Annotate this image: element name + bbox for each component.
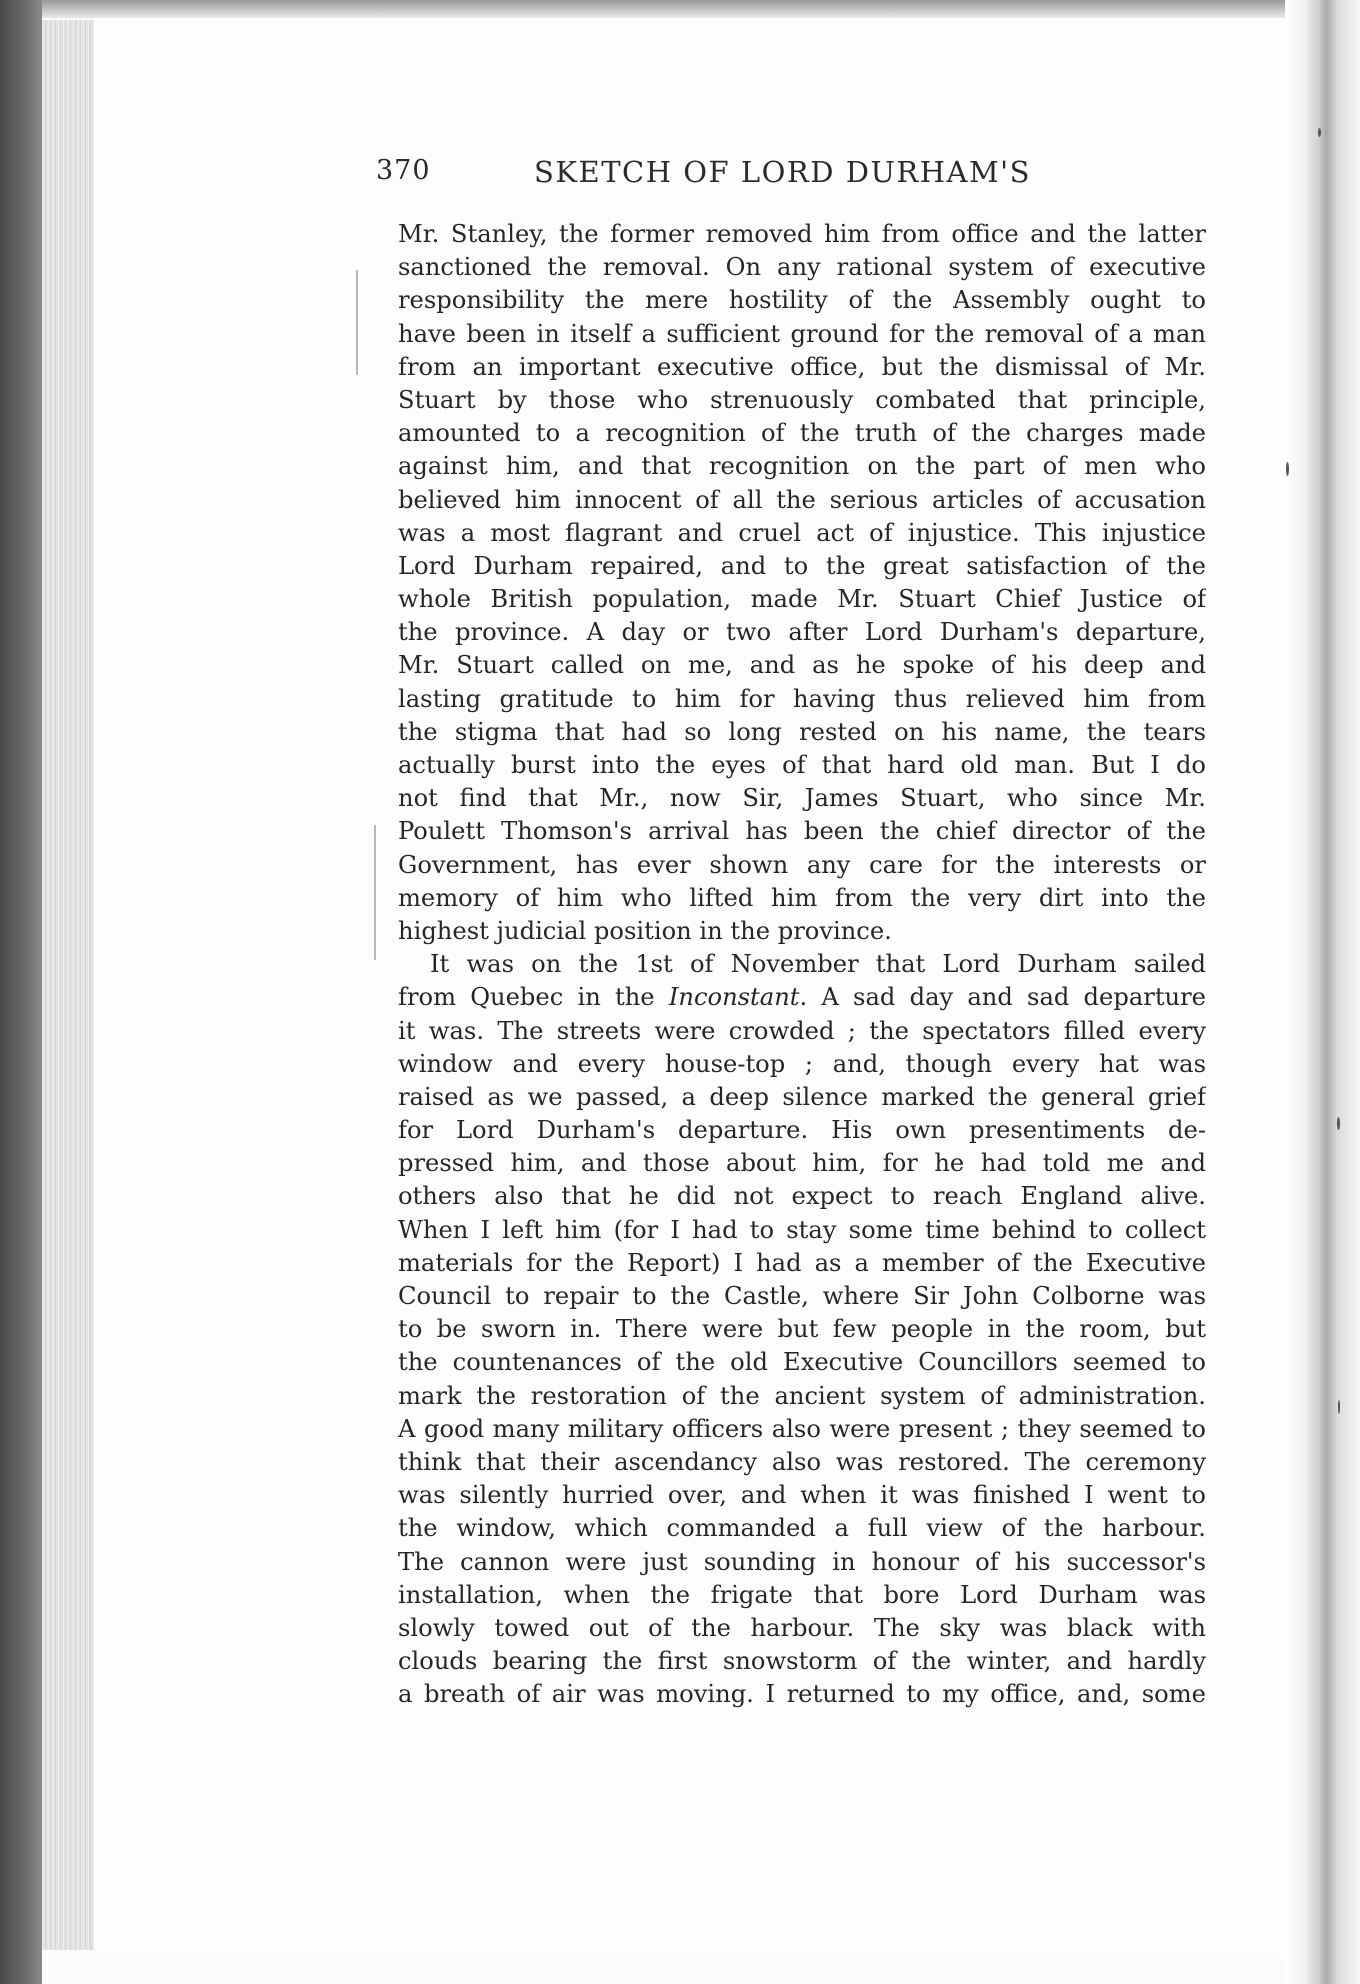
text-line: Mr. Stuart called on me, and as he spoke of his deep and — [398, 651, 1206, 680]
text-line: believed him innocent of all the serious articles of accusation — [398, 485, 1206, 514]
text-line: Government, has ever shown any care for the interests or — [398, 850, 1206, 879]
text-line: actually burst into the eyes of that hard old man. But I do — [398, 751, 1206, 779]
text-line: a breath of air was moving. I returned to my office, and, some — [398, 1680, 1206, 1709]
body-text — [398, 218, 1206, 1711]
text-line: highest judicial position in the province. — [398, 916, 892, 945]
text-line: was a most flagrant and cruel act of injustice. This injustice — [398, 518, 1206, 547]
text-line: sanctioned the removal. On any rational system of executive — [398, 253, 1206, 282]
text-line: have been in itself a sufficient ground for the removal of a man — [398, 319, 1206, 348]
text-line: Poulett Thomson's arrival has been the chief director of the — [398, 817, 1206, 846]
text-line: memory of him who lifted him from the very dirt into the — [398, 883, 1206, 912]
text-line: raised as we passed, a deep silence marked the general grief — [398, 1082, 1206, 1111]
top-scan-edge — [0, 0, 1360, 18]
text-line: the window, which commanded a full view of the harbour. — [398, 1514, 1206, 1543]
text-line: installation, when the frigate that bore Lord Durham was — [398, 1580, 1206, 1609]
text-line: the stigma that had so long rested on his name, the tears — [398, 717, 1206, 746]
scan-speck — [1286, 462, 1289, 476]
running-head — [376, 155, 1076, 199]
text-line: from an important executive office, but the dismissal of Mr. — [398, 352, 1206, 381]
text-line: against him, and that recognition on the part of men who — [398, 452, 1206, 481]
text-line: Council to repair to the Castle, where Sir John Colborne was — [398, 1282, 1206, 1310]
text-line: not find that Mr., now Sir, James Stuart, who since Mr. — [398, 784, 1206, 813]
page-edge-stack — [42, 20, 94, 1950]
left-scan-margin — [0, 0, 42, 1984]
text-line: responsibility the mere hostility of the Assembly ought to — [398, 286, 1206, 315]
text-line: it was. The streets were crowded ; the spectators filled every — [398, 1016, 1206, 1045]
text-line: window and every house-top ; and, though every hat was — [398, 1049, 1206, 1078]
pencil-margin-mark — [356, 270, 358, 375]
text-line: When I left him (for I had to stay some time behind to collect — [398, 1215, 1206, 1244]
text-line: Lord Durham repaired, and to the great satisfaction of the — [398, 551, 1206, 580]
text-line: clouds bearing the first snowstorm of the winter, and hardly — [398, 1647, 1206, 1676]
text-line: A good many military officers also were present ; they seemed to — [398, 1414, 1206, 1443]
text-line: think that their ascendancy also was restored. The ceremony — [398, 1447, 1206, 1476]
text-line: pressed him, and those about him, for he had told me and — [398, 1149, 1206, 1178]
running-title: SKETCH OF LORD DURHAM'S — [534, 155, 1031, 189]
text-line: from Quebec in the Inconstant. A sad day and sad departure — [398, 983, 1206, 1012]
text-line: The cannon were just sounding in honour of his successor's — [398, 1547, 1206, 1576]
text-line: slowly towed out of the harbour. The sky was black with — [398, 1613, 1206, 1642]
text-line: others also that he did not expect to reach England alive. — [398, 1182, 1206, 1211]
scan-speck — [1338, 1400, 1340, 1414]
right-gutter-shadow — [1285, 0, 1360, 1984]
scan-speck — [1318, 128, 1321, 137]
paragraph-first-line: It was on the 1st of November that Lord Durham sailed — [430, 950, 1206, 979]
text-line: Stuart by those who strenuously combated that principle, — [398, 385, 1206, 414]
text-line: Mr. Stanley, the former removed him from office and the latter — [398, 220, 1206, 248]
text-line: amounted to a recognition of the truth of the charges made — [398, 419, 1206, 448]
scan-speck — [1337, 1117, 1340, 1130]
text-line: materials for the Report) I had as a member of the Executive — [398, 1248, 1206, 1277]
page-number: 370 — [376, 155, 431, 186]
pencil-margin-mark — [374, 825, 376, 960]
text-line: was silently hurried over, and when it was finished I went to — [398, 1481, 1206, 1510]
ship-name: Inconstant — [668, 983, 800, 1012]
text-line: whole British population, made Mr. Stuart Chief Justice of — [398, 585, 1206, 614]
text-line: for Lord Durham's departure. His own presentiments de- — [398, 1116, 1206, 1145]
text-line: the countenances of the old Executive Councillors seemed to — [398, 1348, 1206, 1377]
text-line: to be sworn in. There were but few people in the room, but — [398, 1315, 1206, 1344]
text-line: lasting gratitude to him for having thus relieved him from — [398, 684, 1206, 713]
text-line: mark the restoration of the ancient system of administration. — [398, 1381, 1206, 1410]
text-line: the province. A day or two after Lord Durham's departure, — [398, 618, 1206, 647]
